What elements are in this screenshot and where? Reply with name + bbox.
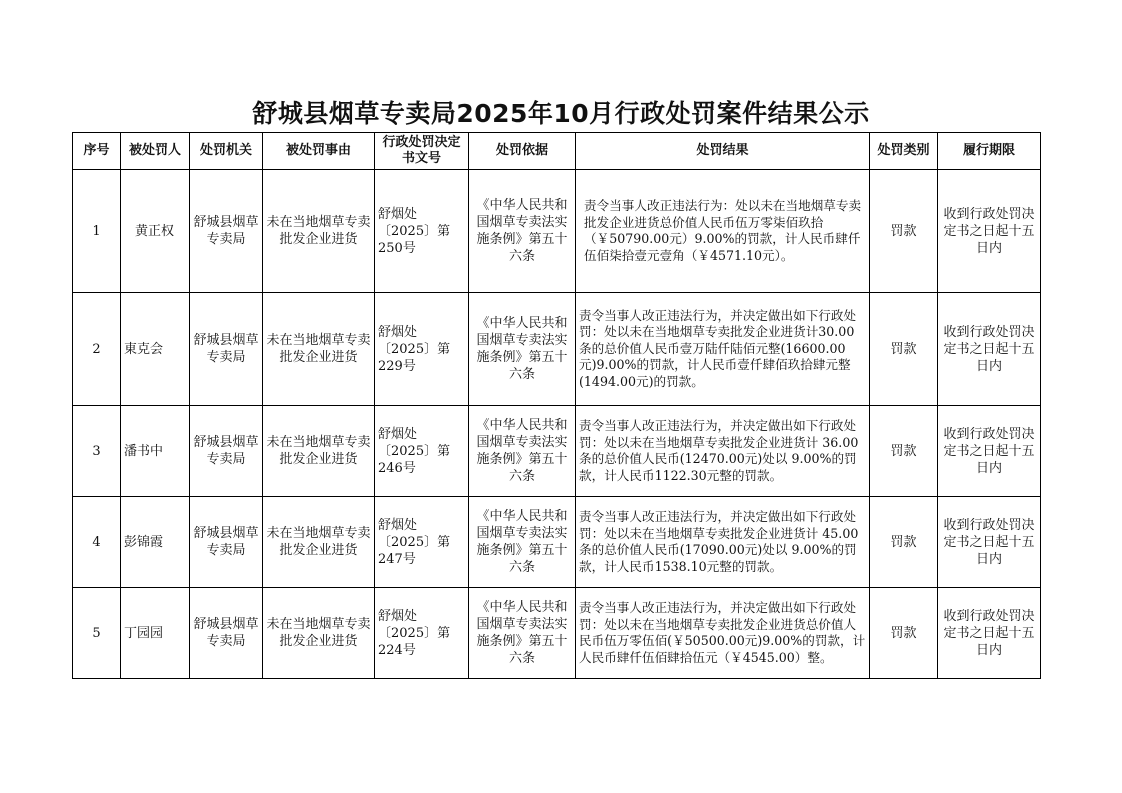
cell-no: 4 bbox=[73, 497, 121, 588]
table-header-row bbox=[73, 133, 1041, 170]
cell-doc: 舒烟处〔2025〕第246号 bbox=[375, 406, 469, 497]
cell-term: 收到行政处罚决定书之日起十五日内 bbox=[938, 406, 1041, 497]
cell-result: 责令当事人改正违法行为，并决定做出如下行政处罚：处以未在当地烟草专卖批发企业进货总价值人民币伍万零伍佰(￥50500.00元)9.00%的罚款，计人民币肆仟伍佰肆拾伍元（￥4545.00）整。 bbox=[576, 588, 870, 679]
cell-no: 1 bbox=[73, 170, 121, 293]
cell-agency: 舒城县烟草专卖局 bbox=[190, 293, 263, 406]
cell-reason: 未在当地烟草专卖批发企业进货 bbox=[263, 170, 375, 293]
cell-basis: 《中华人民共和国烟草专卖法实施条例》第五十六条 bbox=[469, 497, 576, 588]
cell-agency: 舒城县烟草专卖局 bbox=[190, 406, 263, 497]
cell-reason: 未在当地烟草专卖批发企业进货 bbox=[263, 293, 375, 406]
cell-person: 彭锦霞 bbox=[121, 497, 190, 588]
cell-person: 東克会 bbox=[121, 293, 190, 406]
header-doc: 行政处罚决定书文号 bbox=[375, 133, 469, 170]
cell-category: 罚款 bbox=[870, 497, 938, 588]
cell-agency: 舒城县烟草专卖局 bbox=[190, 588, 263, 679]
header-category: 处罚类别 bbox=[870, 133, 938, 170]
cell-doc: 舒烟处〔2025〕第250号 bbox=[375, 170, 469, 293]
table-row bbox=[73, 588, 1041, 679]
cell-category: 罚款 bbox=[870, 293, 938, 406]
cell-result: 责令当事人改正违法行为，并决定做出如下行政处罚：处以未在当地烟草专卖批发企业进货计30.00条的总价值人民币壹万陆仟陆佰元整(16600.00元)9.00%的罚款，计人民币壹仟肆佰玖拾肆元整(1494.00元)的罚款。 bbox=[576, 293, 870, 406]
cell-person: 潘书中 bbox=[121, 406, 190, 497]
cell-category: 罚款 bbox=[870, 406, 938, 497]
table-row bbox=[73, 406, 1041, 497]
cell-doc: 舒烟处〔2025〕第247号 bbox=[375, 497, 469, 588]
cell-result: 责令当事人改正违法行为，并决定做出如下行政处罚：处以未在当地烟草专卖批发企业进货计 36.00条的总价值人民币(12470.00元)处以 9.00%的罚款，计人民币1122.30元整的罚款。 bbox=[576, 406, 870, 497]
header-basis: 处罚依据 bbox=[469, 133, 576, 170]
cell-agency: 舒城县烟草专卖局 bbox=[190, 170, 263, 293]
cell-term: 收到行政处罚决定书之日起十五日内 bbox=[938, 588, 1041, 679]
table-row bbox=[73, 497, 1041, 588]
cell-person: 黄正权 bbox=[121, 170, 190, 293]
cell-basis: 《中华人民共和国烟草专卖法实施条例》第五十六条 bbox=[469, 293, 576, 406]
cell-term: 收到行政处罚决定书之日起十五日内 bbox=[938, 293, 1041, 406]
table-row bbox=[73, 293, 1041, 406]
cell-agency: 舒城县烟草专卖局 bbox=[190, 497, 263, 588]
cell-doc: 舒烟处〔2025〕第229号 bbox=[375, 293, 469, 406]
cell-term: 收到行政处罚决定书之日起十五日内 bbox=[938, 170, 1041, 293]
cell-basis: 《中华人民共和国烟草专卖法实施条例》第五十六条 bbox=[469, 170, 576, 293]
table-row bbox=[73, 170, 1041, 293]
cell-no: 3 bbox=[73, 406, 121, 497]
cell-result: 责令当事人改正违法行为：处以未在当地烟草专卖批发企业进货总价值人民币伍万零柒佰玖拾（￥50790.00元）9.00%的罚款，计人民币肆仟伍佰柒拾壹元壹角（￥4571.10元）。 bbox=[576, 170, 870, 293]
cell-doc: 舒烟处〔2025〕第224号 bbox=[375, 588, 469, 679]
cell-basis: 《中华人民共和国烟草专卖法实施条例》第五十六条 bbox=[469, 406, 576, 497]
cell-result: 责令当事人改正违法行为，并决定做出如下行政处罚：处以未在当地烟草专卖批发企业进货计 45.00条的总价值人民币(17090.00元)处以 9.00%的罚款，计人民币1538.10元整的罚款。 bbox=[576, 497, 870, 588]
header-no: 序号 bbox=[73, 133, 121, 170]
cell-category: 罚款 bbox=[870, 170, 938, 293]
cell-category: 罚款 bbox=[870, 588, 938, 679]
cell-reason: 未在当地烟草专卖批发企业进货 bbox=[263, 497, 375, 588]
header-result: 处罚结果 bbox=[576, 133, 870, 170]
cell-no: 5 bbox=[73, 588, 121, 679]
header-reason: 被处罚事由 bbox=[263, 133, 375, 170]
cell-term: 收到行政处罚决定书之日起十五日内 bbox=[938, 497, 1041, 588]
cell-reason: 未在当地烟草专卖批发企业进货 bbox=[263, 406, 375, 497]
header-agency: 处罚机关 bbox=[190, 133, 263, 170]
cell-reason: 未在当地烟草专卖批发企业进货 bbox=[263, 588, 375, 679]
cell-person: 丁园园 bbox=[121, 588, 190, 679]
header-term: 履行期限 bbox=[938, 133, 1041, 170]
cell-no: 2 bbox=[73, 293, 121, 406]
header-person: 被处罚人 bbox=[121, 133, 190, 170]
penalty-table bbox=[72, 132, 1041, 679]
page-title: 舒城县烟草专卖局2025年10月行政处罚案件结果公示 bbox=[252, 99, 870, 128]
cell-basis: 《中华人民共和国烟草专卖法实施条例》第五十六条 bbox=[469, 588, 576, 679]
